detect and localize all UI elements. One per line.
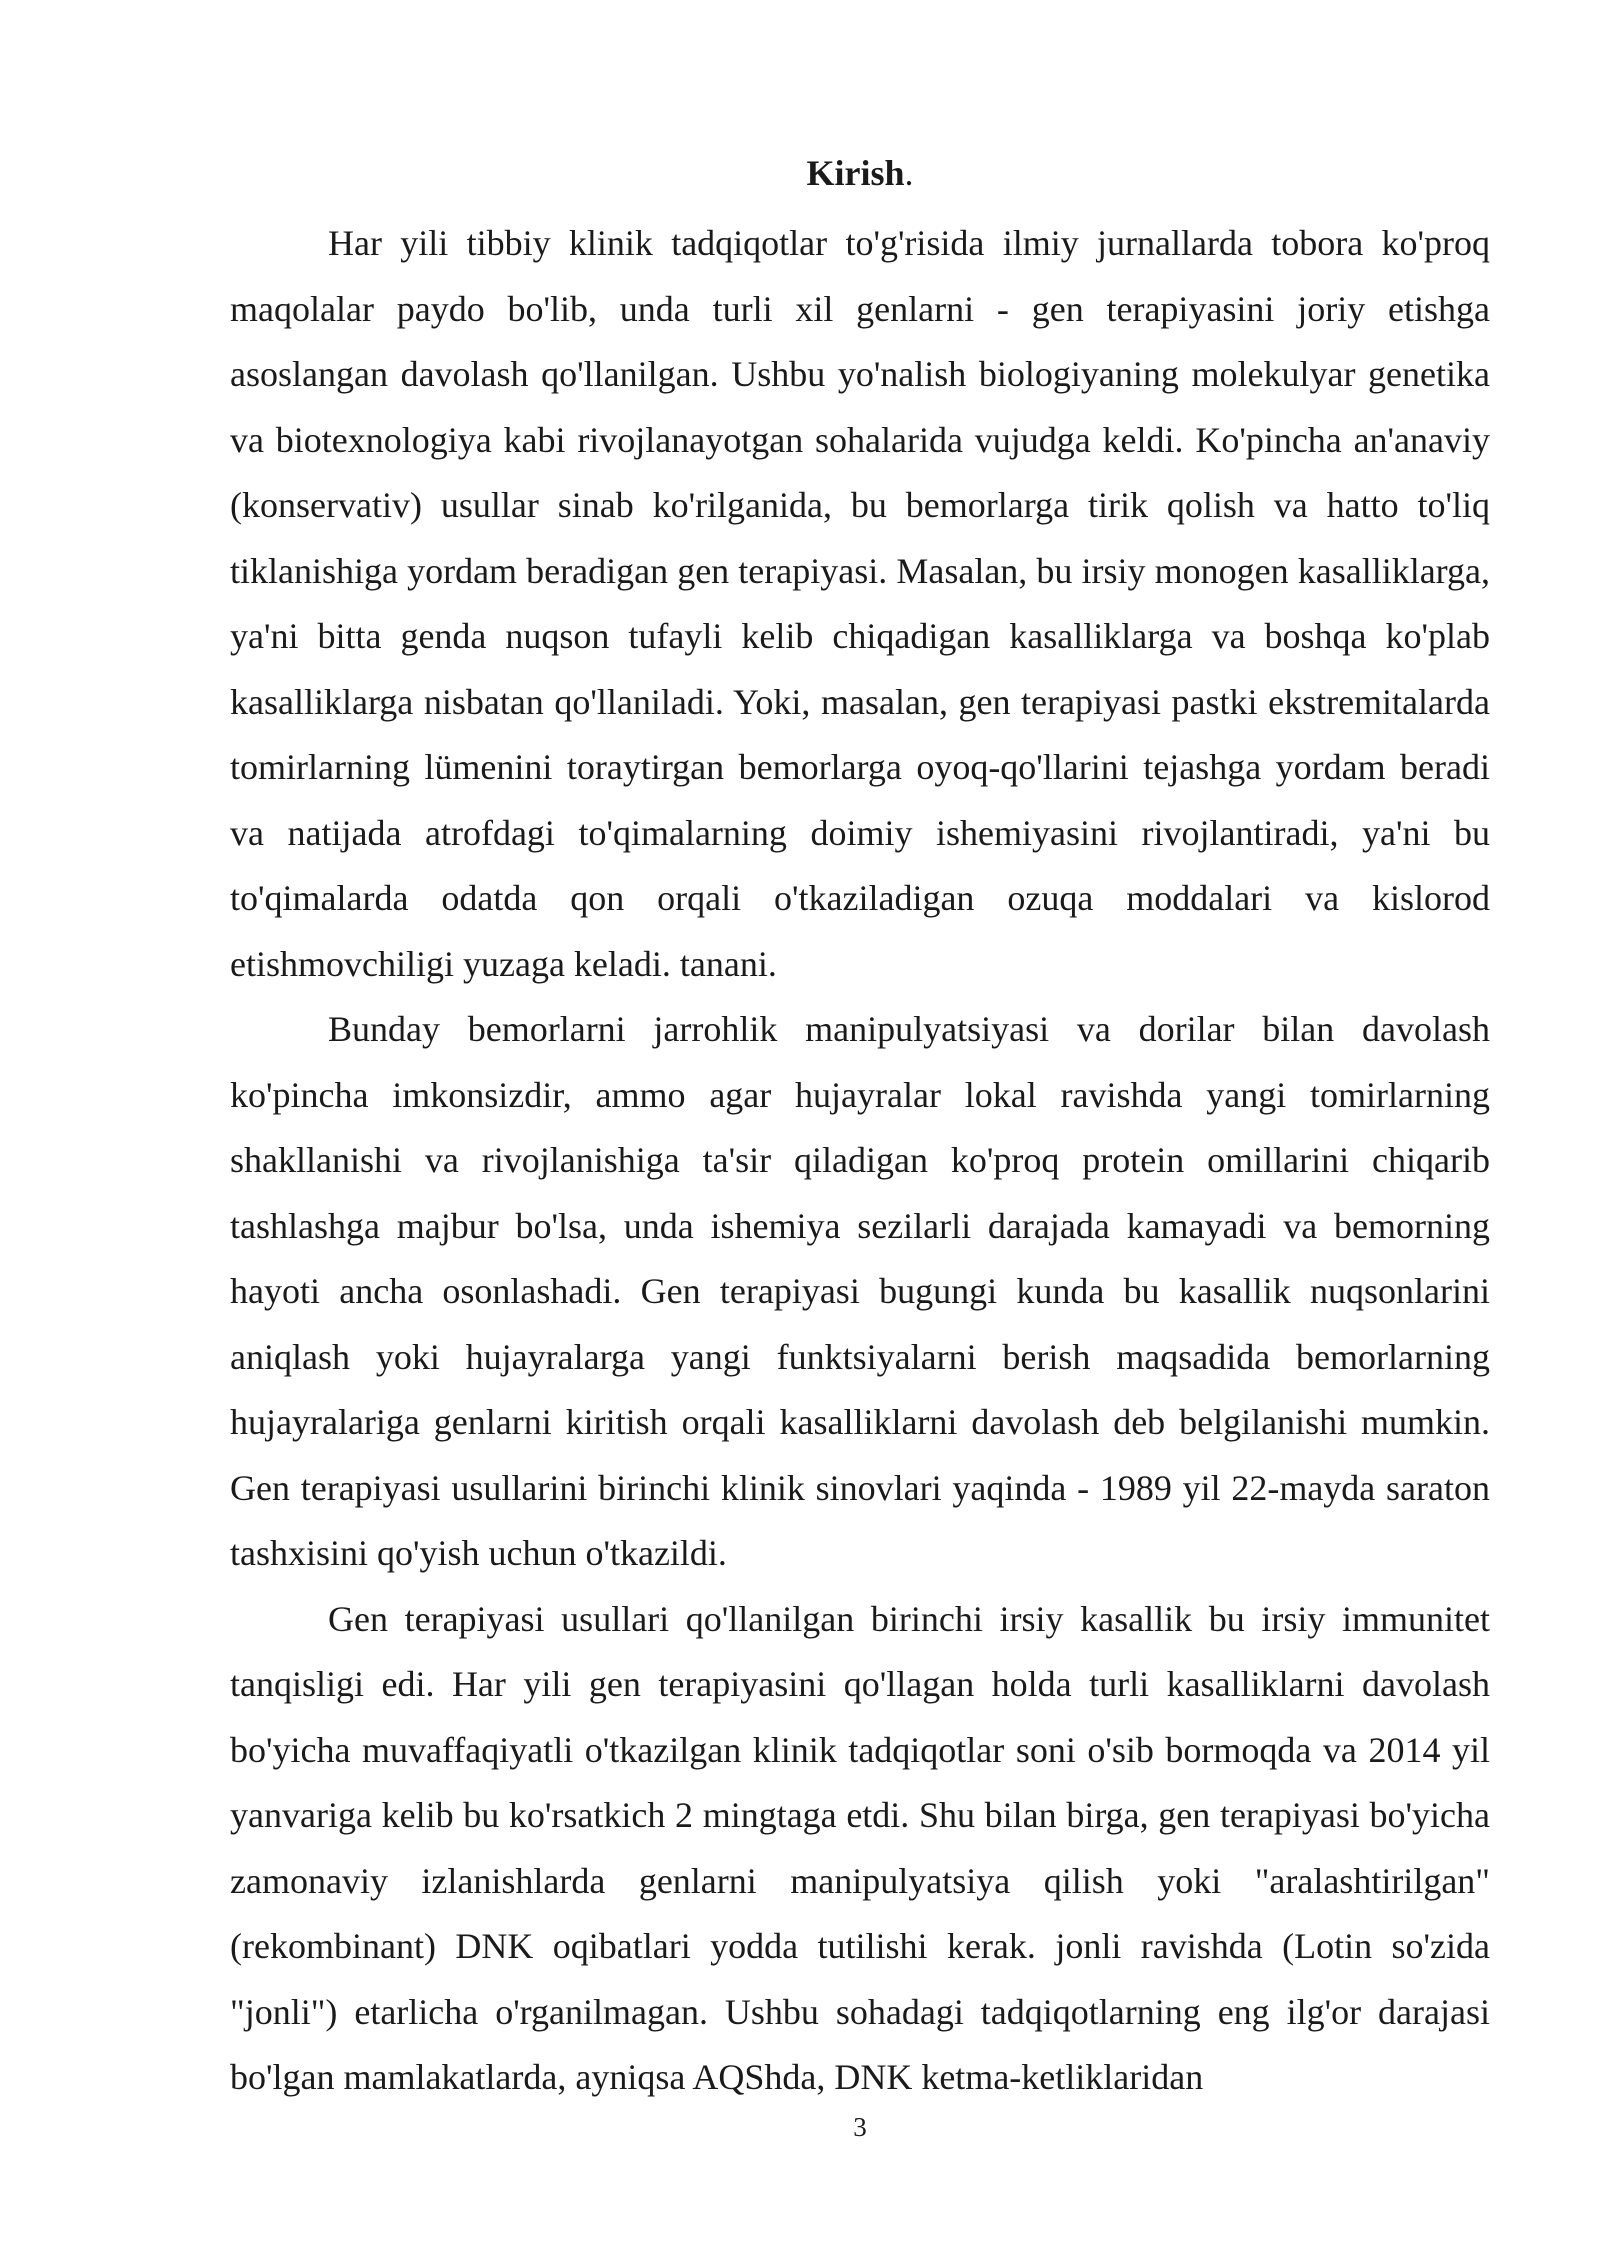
paragraph: Bunday bemorlarni jarrohlik manipulyatsiyasi va dorilar bilan davolash ko'pincha imkonsizdir, ammo agar hujayralar lokal ravishda yangi tomirlarning shakllanishi va rivojlanishiga ta'sir qiladigan ko'proq protein omillarini chiqarib tashlashga majbur bo'lsa, unda ishemiya sezilarli darajada kamayadi va bemorning hayoti ancha osonlashadi. Gen terapiyasi bugungi kunda bu kasallik nuqsonlarini aniqlash yoki hujayralarga yangi funktsiyalarni berish maqsadida bemorlarning hujayralariga genlarni kiritish orqali kasalliklarni davolash deb belgilanishi mumkin. Gen terapiyasi usullarini birinchi klinik sinovlari yaqinda - 1989 yil 22-mayda saraton tashxisini qo'yish uchun o'tkazildi. <box>230 1009 1490 1573</box>
body-text <box>230 211 1490 2111</box>
title-suffix: . <box>904 153 914 193</box>
paragraph: Har yili tibbiy klinik tadqiqotlar to'g'risida ilmiy jurnallarda tobora ko'proq maqolalar paydo bo'lib, unda turli xil genlarni - gen terapiyasini joriy etishga asoslangan davolash qo'llanilgan. Ushbu yo'nalish biologiyaning molekulyar genetika va biotexnologiya kabi rivojlanayotgan sohalarida vujudga keldi. Ko'pincha an'anaviy (konservativ) usullar sinab ko'rilganida, bu bemorlarga tirik qolish va hatto to'liq tiklanishiga yordam beradigan gen terapiyasi. Masalan, bu irsiy monogen kasalliklarga, ya'ni bitta genda nuqson tufayli kelib chiqadigan kasalliklarga va boshqa ko'plab kasalliklarga nisbatan qo'llaniladi. Yoki, masalan, gen terapiyasi pastki ekstremitalarda tomirlarning lümenini toraytirgan bemorlarga oyoq-qo'llarini tejashga yordam beradi va natijada atrofdagi to'qimalarning doimiy ishemiyasini rivojlantiradi, ya'ni bu to'qimalarda odatda qon orqali o'tkaziladigan ozuqa moddalari va kislorod etishmovchiligi yuzaga keladi. tanani. <box>230 223 1490 984</box>
title-text: Kirish <box>806 153 905 193</box>
page-number: 3 <box>853 2112 867 2142</box>
paragraph: Gen terapiyasi usullari qo'llanilgan birinchi irsiy kasallik bu irsiy immunitet tanqisligi edi. Har yili gen terapiyasini qo'llagan holda turli kasalliklarni davolash bo'yicha muvaffaqiyatli o'tkazilgan klinik tadqiqotlar soni o'sib bormoqda va 2014 yil yanvariga kelib bu ko'rsatkich 2 mingtaga etdi. Shu bilan birga, gen terapiyasi bo'yicha zamonaviy izlanishlarda genlarni manipulyatsiya qilish yoki "aralashtirilgan" (rekombinant) DNK oqibatlari yodda tutilishi kerak. jonli ravishda (Lotin so'zida "jonli") etarlicha o'rganilmagan. Ushbu sohadagi tadqiqotlarning eng ilg'or darajasi bo'lgan mamlakatlarda, ayniqsa AQShda, DNK ketma-ketliklaridan <box>230 1598 1490 2097</box>
section-title <box>0 148 1600 198</box>
